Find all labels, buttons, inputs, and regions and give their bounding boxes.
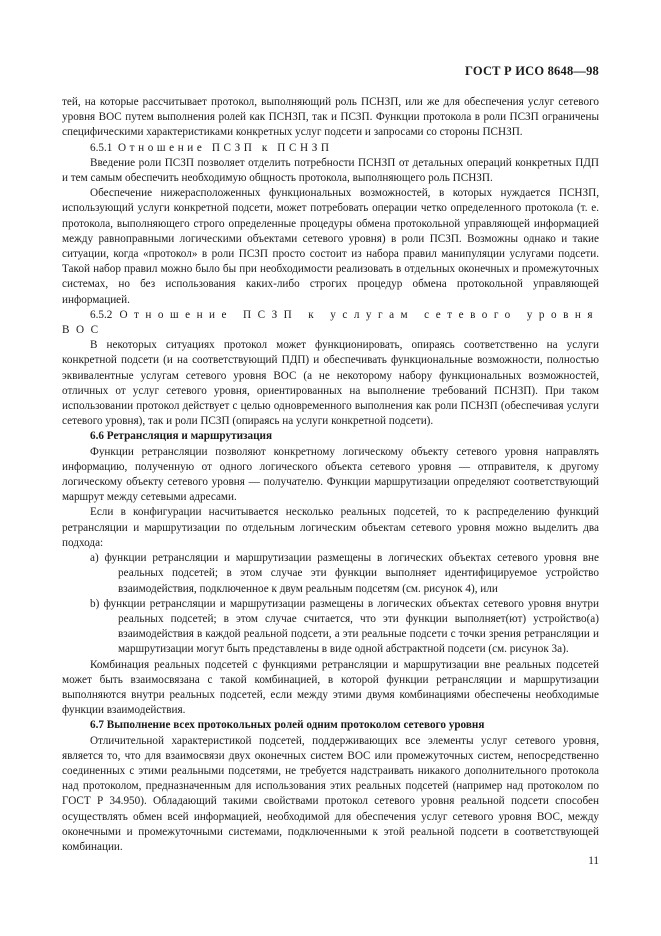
paragraph: Функции ретрансляции позволяют конкретному логическому объекту сетевого уровня направлять информацию, полученную от одного логического объекта сетевого уровня — отправителя, к другому логическому объекту сетевого уровня — получателю. Функции маршрутизации определяют соответствующий маршрут между сетевыми адресами. bbox=[62, 445, 599, 504]
section-number: 6.6 bbox=[90, 430, 104, 443]
paragraph: Обеспечение нижерасположенных функциональных возможностей, в которых нуждается ПСНЗП, использующий услуги конкретной подсети, может потребовать операции четко определенного протокола (т. е. протокола, выполняющего строго определенные процедуры обмена протокольной управляющей информацией между равноправными логическими объектами сетевого уровня) в роли ПСЗП. Возможны однако и такие ситуации, когда «протокол» в роли ПСЗП просто состоит из набора правил манипуляции услугами подсети. Такой набор правил можно было бы при необходимости реализовать в отдельных оконечных и промежуточных системах, но без использования каких-либо строгих процедур обмена протокольной управляющей информацией. bbox=[62, 187, 599, 306]
section-title: Отношение ПСЗП к ПСНЗП bbox=[117, 141, 333, 154]
list-item-b: b) функции ретрансляции и маршрутизации размещены в логических объектах сетевого уровня внутри реальных подсетей; в этом случае считается, что эти функции выполняет(ют) устройство(а) взаимодействия в каждой реальной подсети, а эти реальные подсети с точки зрения ретрансляции и маршрутизации могут быть представлены в виде одной абстрактной подсети (см. рисунок 3а). bbox=[90, 597, 599, 656]
paragraph: Если в конфигурации насчитывается несколько реальных подсетей, то к распределению функций ретрансляции и маршрутизации по отдельным логическим объектам сетевого уровня можно выделить два подхода: bbox=[62, 506, 599, 549]
page-number: 11 bbox=[588, 855, 599, 867]
section-heading-6-6 bbox=[62, 429, 599, 444]
section-title: Ретрансляция и маршрутизация bbox=[106, 430, 273, 443]
section-title: Отношение ПСЗП к услугам сетевого уровня ВОС bbox=[62, 308, 600, 337]
paragraph: Введение роли ПСЗП позволяет отделить потребности ПСНЗП от детальных операций конкретных ПДП и тем самым обеспечить необходимую общность протокола, выполняющего роль ПСНЗП. bbox=[62, 156, 599, 185]
section-number: 6.7 bbox=[90, 719, 104, 732]
paragraph: В некоторых ситуациях протокол может функционировать, опираясь соответственно на услуги конкретной подсети (и на соответствующий ПДП) и обеспечивать функциональные возможности, полностью эквивалентные услугам сетевого уровня ВОС (а не некоторому набору функциональных возможностей, отличных от услуг сетевого уровня, ориентированных на выполнение требований ПСНЗП). При таком использовании протокол действует с целью одновременного выполнения как роли ПСНЗП (обеспечивая услуги сетевого уровня), так и роли ПСЗП (опираясь на услуги конкретной подсети). bbox=[62, 339, 599, 428]
section-heading-6-7 bbox=[62, 718, 599, 733]
document-header: ГОСТ Р ИСО 8648—98 bbox=[465, 64, 599, 78]
section-title: Выполнение всех протокольных ролей одним протоколом сетевого уровня bbox=[106, 719, 485, 732]
section-number: 6.5.1 bbox=[90, 141, 113, 154]
list-item-a: а) функции ретрансляции и маршрутизации размещены в логических объектах сетевого уровня вне реальных подсетей; в этом случае эти функции выполняет идентифицируемое устройство взаимодействия, подключенное к двум реальным подсетям (см. рисунок 4), или bbox=[90, 552, 599, 595]
section-heading-6-5-1 bbox=[62, 141, 599, 156]
paragraph: Отличительной характеристикой подсетей, поддерживающих все элементы услуг сетевого уровня, является то, что для взаимосвязи двух оконечных систем ВОС или промежуточных систем, непосредственно соединенных с этими реальными подсетями, не требуется надстраивать никакого дополнительного протокола над протоколом, предназначенным для использования этих реальных подсетей (например над протоколом по ГОСТ Р 34.950). Обладающий такими свойствами протокол сетевого уровня реальной подсети способен осуществлять обмен всей информацией, необходимой для обеспечения услуг сетевого уровня ВОС, между оконечными и промежуточными системами, подключенными к этой реальной подсети в соответствующей комбинации. bbox=[62, 734, 599, 853]
paragraph: Комбинация реальных подсетей с функциями ретрансляции и маршрутизации вне реальных подсетей может быть взаимосвязана с такой комбинацией, в которой функции ретрансляции и маршрутизации выполняются внутри реальных подсетей, если между этими двумя комбинациями обеспечены необходимые функции взаимодействия. bbox=[62, 658, 599, 717]
section-heading-6-5-2 bbox=[62, 308, 599, 338]
document-body bbox=[62, 95, 599, 855]
section-number: 6.5.2 bbox=[90, 308, 113, 321]
paragraph: тей, на которые рассчитывает протокол, выполняющий роль ПСНЗП, или же для обеспечения услуг сетевого уровня ВОС путем выполнения ролей как ПСНЗП, так и ПСЗП. Функции протокола в роли ПСЗП ограничены специфическими характеристиками конкретных услуг подсети и запросами со стороны ПСНЗП. bbox=[62, 96, 599, 139]
